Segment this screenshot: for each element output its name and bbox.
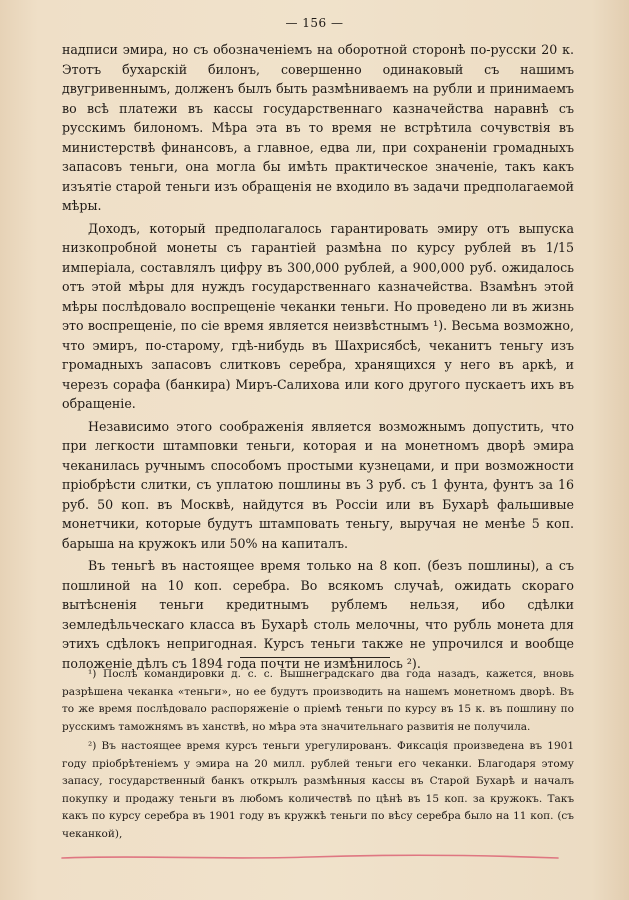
footnote-divider xyxy=(240,657,390,658)
main-text xyxy=(62,40,574,673)
page-number: — 156 — xyxy=(285,16,344,30)
paragraph: Независимо этого соображенія является возможнымъ допустить, что при легкости штамповки теньги, которая и на монетномъ дворѣ эмира чеканилась ручнымъ способомъ простыми кузнецами, и при возможности пріобрѣсти слитки, съ уплатою пошлины въ 3 руб. съ 1 фунта, фунтъ за 16 руб. 50 коп. въ Москвѣ, найдутся въ Россіи или въ Бухарѣ фальшивые монетчики, которые будутъ штамповать теньгу, выручая не менѣе 5 коп. барыша на кружокъ или 50% на капиталъ. xyxy=(62,418,574,551)
paragraph: Доходъ, который предполагалось гарантировать эмиру отъ выпуска низкопробной монеты съ гарантіей размѣна по курсу рублей въ 1/15 имперіала, составлялъ цифру въ 300,000 рублей, а 900,000 руб. ожидалось отъ этой мѣры для нуждъ государственнаго казначейства. Взамѣнъ этой мѣры послѣдовало воспрещеніе чеканки теньги. Но проведено ли въ жизнь это воспрещеніе, по сіе время является неизвѣстнымъ ¹). Весьма возможно, что эмиръ, по-старому, гдѣ-нибудь въ Шахрисябсѣ, чеканитъ теньгу изъ громадныхъ запасовъ слитковъ серебра, хранящихся у него въ аркѣ, и черезъ сорафа (банкира) Миръ-Салихова или кого другого пускаетъ ихъ въ обращеніе. xyxy=(62,220,574,411)
footnote: ²) Въ настоящее время курсъ теньги урегулированъ. Фиксація произведена въ 1901 году пріобрѣтеніемъ у эмира на 20 милл. рублей теньги его чеканки. Благодаря этому запасу, государственный банкъ открылъ размѣнныя кассы въ Старой Бухарѣ и началъ покупку и продажу теньги въ любомъ количествѣ по цѣнѣ въ 15 коп. за кружокъ. Такъ какъ по курсу серебра въ 1901 году въ кружкѣ теньги по вѣсу серебра было на 11 коп. (съ чеканкой), xyxy=(62,740,574,840)
paragraph: Въ теньгѣ въ настоящее время только на 8 коп. (безъ пошлины), а съ пошлиной на 10 коп. серебра. Во всякомъ случаѣ, ожидать скораго вытѣсненія теньги кредитнымъ рублемъ нельзя, ибо сдѣлки земледѣльческаго класса въ Бухарѣ столь мелочны, что рубль монета для этихъ сдѣлокъ непригодная. Курсъ теньги также не упрочился и вообще положеніе дѣлъ съ 1894 года почти не измѣнилось ²). xyxy=(62,558,574,671)
footnote: ¹) Послѣ командировки д. с. с. Вышнеградскаго два года назадъ, кажется, вновь разрѣшена чеканка «теньги», но ее будутъ производить на нашемъ монетномъ дворѣ. Въ то же время послѣдовало распоряженіе о пріемѣ теньги по курсу въ 15 к. въ пошлину по русскимъ таможнямъ въ ханствѣ, но мѣра эта значительнаго развитія не получила. xyxy=(62,668,574,733)
pen-underline-mark xyxy=(60,852,560,862)
footnotes xyxy=(62,666,574,845)
paragraph: надписи эмира, но съ обозначеніемъ на оборотной сторонѣ по-русски 20 к. Этотъ бухарскій билонъ, совершенно одинаковый съ нашимъ двугривеннымъ, долженъ былъ быть размѣниваемъ на рубли и принимаемъ во всѣ платежи въ кассы государственнаго казначейства наравнѣ съ русскимъ билономъ. Мѣра эта въ то время не встрѣтила сочувствія въ министерствѣ финансовъ, а главное, едва ли, при сохраненіи громадныхъ запасовъ теньги, она могла бы имѣть практическое значеніе, такъ какъ изъятіе старой теньги изъ обращенія не входило въ задачи предполагаемой мѣры. xyxy=(62,42,574,213)
